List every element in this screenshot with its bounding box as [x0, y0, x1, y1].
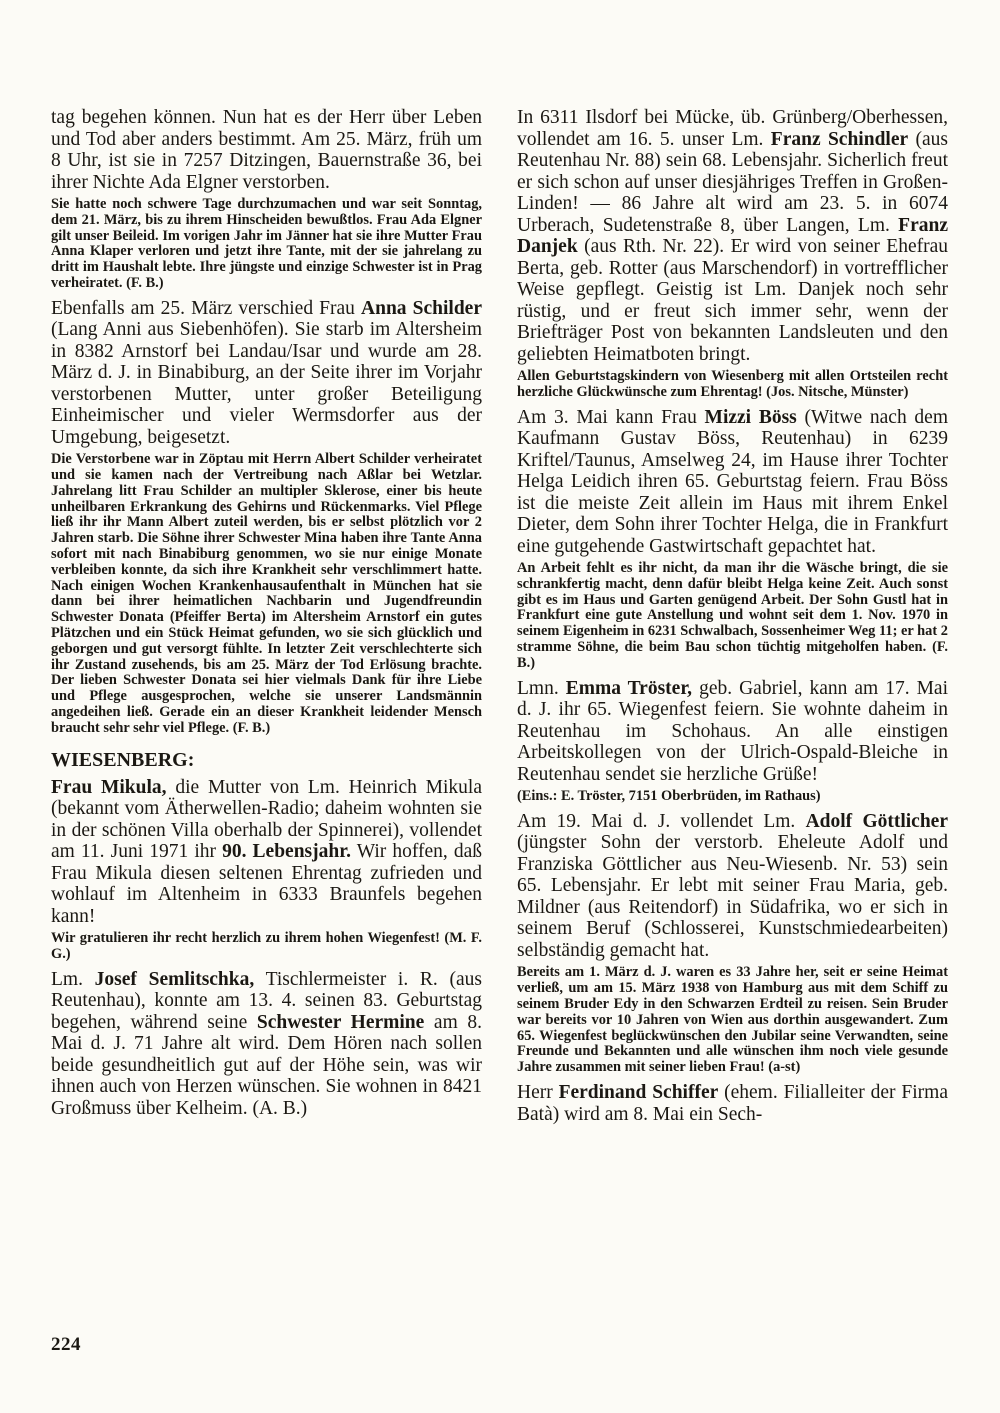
bold-text: Emma Tröster,: [565, 677, 693, 699]
bold-text: Schwester Hermine: [256, 1011, 425, 1033]
body-text: (jüngster Sohn der verstorb. Eheleute Adolf und Franziska Göttlicher aus Neu-Wiesenb. Nr. 53) sein 65. Lebensjahr. Er lebt mit seiner Frau Maria, geb. Mildner (aus Reitendorf) in Südafrika, wo er sich in seinem Beruf (Schlosserei, Kunstschmiedearbeiten) selbständig gemacht hat.: [517, 832, 948, 961]
body-text: Wir hoffen, daß Frau Mikula diesen seltenen Ehrentag zufrieden und wohlauf im Altenheim in 6333 Braunfels begehen kann!: [51, 841, 482, 927]
bold-text: WIESENBERG:: [51, 748, 195, 771]
body-text: (Lang Anni aus Siebenhöfen). Sie starb im Altersheim in 8382 Arnstorf bei Landau/Isar und wurde am 28. März d. J. in Binabiburg, an der Seite ihrer im Vorjahr verstorbenen Mutter, unter großer Beteiligung Einheimischer und vieler Wermsdorfer aus der Umgebung, beigesetzt.: [51, 319, 482, 448]
text-paragraph: [51, 298, 482, 449]
text-paragraph: [51, 931, 482, 963]
body-text: am 8. Mai d. J. 71 Jahre alt wird. Dem Hören nach sollen beide gesundheitlich gut auf der Höhe sein, was wir ihnen auch von Herzen wünschen. Sie wohnen in 8421 Großmuss über Kelheim. (A. B.): [51, 1011, 483, 1119]
text-paragraph: [51, 107, 482, 193]
body-text: Tischlermeister i. R. (aus Reutenhau), konnte am 13. 4. seinen 83. Geburtstag begehen, während seine: [51, 968, 482, 1033]
text-paragraph: [51, 197, 482, 292]
text-paragraph: [517, 1082, 948, 1125]
body-text: Bereits am 1. März d. J. waren es 33 Jahre her, seit er seine Heimat verließ, um am 15. März 1938 von Hamburg aus mit dem Schiff zu seinem Bruder Edy in den Schwarzen Erdteil zu reisen. Sein Bruder war bereits vor 10 Jahren von Wien aus dorthin ausgewandert. Zum 65. Wiegenfest beglückwünschen den Jubilar seine Verwandten, seine Freunde und Bekannten und alle wünschen ihm noch viele gesunde Jahre zusammen mit seiner lieben Frau! (a-st): [517, 964, 948, 1076]
text-paragraph: [517, 811, 948, 962]
body-text: An Arbeit fehlt es ihr nicht, da man ihr die Wäsche bringt, die sie schrankfertig macht, denn dafür bleibt Helga keine Zeit. Auch sonst gibt es im Haus und Garten genügend Arbeit. Der Sohn Gustl hat in Frankfurt eine gute Anstellung und wohnt seit dem 1. Nov. 1970 in seinem Eigenheim in 6231 Schwalbach, Sossenheimer Weg 11; er hat 2 stramme Söhne, die beim Bau schon tüchtig mitgeholfen haben. (F. B.): [517, 560, 948, 671]
body-text: die Mutter von Lm. Heinrich Mikula (bekannt vom Ätherwellen-Radio; daheim wohnten sie in der schönen Villa oberhalb der Spinnerei), vollendet am 11. Juni 1971 ihr: [51, 776, 483, 863]
text-paragraph: [51, 777, 482, 928]
body-text: tag begehen können. Nun hat es der Herr über Leben und Tod aber anders bestimmt. Am 25. März, früh um 8 Uhr, ist sie in 7257 Ditzingen, Bauernstraße 36, bei ihrer Nichte Ada Elgner verstorben.: [51, 107, 482, 193]
bold-text: Franz Danjek: [517, 214, 948, 257]
bold-text: 90. Lebensjahr.: [222, 841, 351, 863]
bold-text: Franz Schindler: [770, 128, 909, 150]
bold-text: Mizzi Böss: [704, 406, 797, 428]
text-paragraph: [517, 107, 948, 365]
bold-text: Adolf Göttlicher: [805, 810, 948, 832]
bold-text: Anna Schilder: [361, 297, 482, 319]
body-text: Sie hatte noch schwere Tage durchzumachen und war seit Sonntag, dem 21. März, bis zu ihrem Hinscheiden bewußtlos. Frau Ada Elgner gilt unser Beileid. Im vorigen Jahr im Jänner hat sie ihre Mutter Frau Anna Klaper verloren und jetzt ihre Tante, mit der sie jahrelang zu dritt im Haushalt lebte. Ihre jüngste und einzige Schwester ist in Prag verheiratet. (F. B.): [51, 196, 482, 291]
text-paragraph: [517, 369, 948, 401]
left-column: [51, 107, 482, 1123]
text-paragraph: [517, 407, 948, 558]
body-text: Allen Geburtstagskindern von Wiesenberg mit allen Ortsteilen recht herzliche Glückwünsche zum Ehrentag! (Jos. Nitsche, Münster): [517, 368, 948, 400]
text-paragraph: [51, 452, 482, 736]
text-paragraph: [517, 678, 948, 786]
body-text: Am 3. Mai kann Frau: [517, 406, 705, 428]
body-text: In 6311 Ilsdorf bei Mücke, üb. Grünberg/Oberhessen, vollendet am 16. 5. unser Lm.: [517, 107, 948, 150]
text-paragraph: [517, 789, 948, 805]
body-text: Ebenfalls am 25. März verschied Frau: [51, 297, 362, 319]
body-text: Am 19. Mai d. J. vollendet Lm.: [517, 810, 806, 832]
body-text: Herr: [517, 1082, 559, 1104]
right-column: [517, 107, 948, 1129]
bold-text: Ferdinand Schiffer: [558, 1082, 719, 1104]
body-text: Die Verstorbene war in Zöptau mit Herrn Albert Schilder verheiratet und sie kamen nach der Vertreibung nach Aßlar bei Wetzlar. Jahrelang litt Frau Schilder an multipler Sklerose, einer bis heute unheilbaren Erkrankung des Gehirns und Rückenmarks. Viel Pflege ließ ihr ihr Mann Albert zuteil werden, bis er selbst plötzlich vor 2 Jahren starb. Die Söhne ihrer Schwester Mina haben ihre Tante Anna sofort mit nach Binabiburg genommen, wo sie nur einige Monate verbleiben konnte, da sich ihre Krankheit sehr verschlimmert hatte. Nach einigen Wochen Krankenhausaufenthalt in München hat sie dann bei ihrer heimatlichen Nachbarin und Jugendfreundin Schwester Donata (Pfeiffer Berta) im Altersheim Arnstorf ein gutes Plätzchen und ein Stück Heimat gefunden, wo sie sich glücklich und geborgen und gut versorgt fühlte. In letzter Zeit verschlechterte sich ihr Zustand zusehends, bis am 25. März der Tod Erlösung brachte. Der lieben Schwester Donata sei hier vielmals Dank für ihre Liebe und Pflege ausgesprochen, welche sie unserer Landsmännin angedeihen ließ. Gerade ein an dieser Krankheit leidender Mensch braucht sehr sehr viel Pflege. (F. B.): [51, 451, 482, 736]
body-text: (aus Rth. Nr. 22). Er wird von seiner Ehefrau Berta, geb. Rotter (aus Marschendorf) in vortrefflicher Weise gepflegt. Geistig ist Lm. Danjek noch sehr rüstig, und er freut sich immer sehr, wenn der Briefträger Post von bekannten Landsleuten und den geliebten Heimatboten bringt.: [517, 236, 948, 365]
body-text: Wir gratulieren ihr recht herzlich zu ihrem hohen Wiegenfest! (M. F. G.): [51, 930, 482, 962]
section-heading: [51, 749, 482, 771]
bold-text: Frau Mikula,: [51, 776, 167, 798]
body-text: Lm.: [51, 968, 95, 990]
body-text: geb. Gabriel, kann am 17. Mai d. J. ihr 65. Wiegenfest feiern. Sie wohnte daheim in Reutenhau im Schohaus. An alle einstigen Arbeitskollegen von der Ulrich-Ospald-Bleiche in Reutenhau sendet sie herzliche Grüße!: [517, 677, 948, 785]
text-paragraph: [51, 969, 482, 1120]
body-text: (aus Reutenhau Nr. 88) sein 68. Lebensjahr. Sicherlich freut er sich schon auf unser diesjähriges Treffen in Großen-Linden! — 86 Jahre alt wird am 23. 5. in 6074 Urberach, Sudetenstraße 8, über Langen, Lm.: [517, 128, 949, 236]
body-text: Lmn.: [517, 677, 566, 699]
text-paragraph: [517, 561, 948, 672]
body-text: (Eins.: E. Tröster, 7151 Oberbrüden, im Rathaus): [517, 788, 821, 805]
bold-text: Josef Semlitschka,: [94, 968, 255, 990]
text-paragraph: [517, 965, 948, 1076]
body-text: (Witwe nach dem Kaufmann Gustav Böss, Reutenhau) in 6239 Kriftel/Taunus, Amselweg 24, im Hause ihrer Tochter Helga Leidich ihren 65. Geburtstag feiern. Frau Böss ist die meiste Zeit allein im Haus mit ihrem Enkel Dieter, dem Sohn ihrer Tochter Helga, die in Frankfurt eine gutgehende Gastwirtschaft gepachtet hat.: [517, 406, 949, 557]
body-text: (ehem. Filialleiter der Firma Batà) wird am 8. Mai ein Sech-: [517, 1082, 948, 1125]
text-columns: [51, 107, 948, 1129]
page-number: 224: [51, 1334, 81, 1355]
